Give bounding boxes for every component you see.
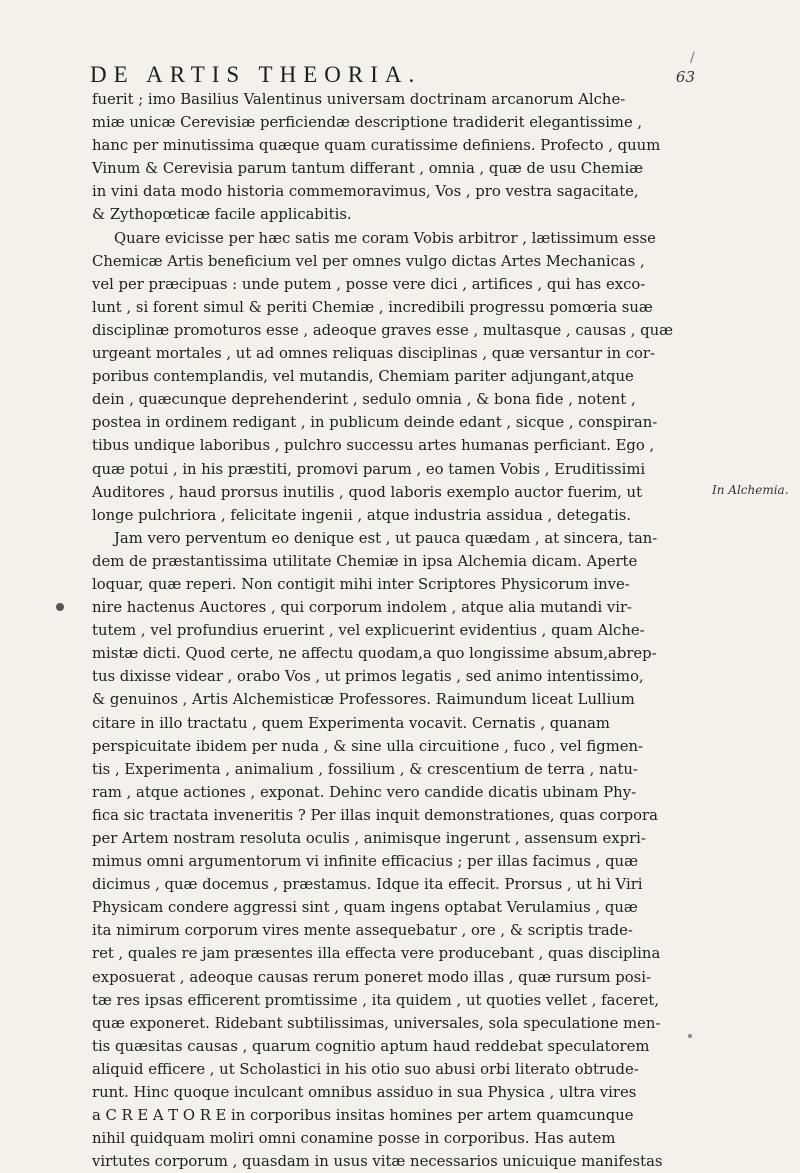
text-line: postea in ordinem redigant , in publicum deinde edant , sicque , conspiran- xyxy=(92,414,658,432)
text-line: fica sic tractata inveneritis ? Per illas inquit demonstrationes, quas corpora xyxy=(92,806,658,824)
text-line: lunt , si forent simul & periti Chemiæ , incredibili progressu pomœria suæ xyxy=(92,298,653,316)
text-line: citare in illo tractatu , quem Experimenta vocavit. Cernatis , quanam xyxy=(92,714,610,732)
margin-note: In Alchemia. xyxy=(712,483,789,497)
text-line: virtutes corporum , quasdam in usus vitæ necessarios unicuique manifestas xyxy=(92,1153,663,1171)
corner-mark: / xyxy=(690,50,695,66)
text-line: Vinum & Cerevisia parum tantum differant , omnia , quæ de usu Chemiæ xyxy=(92,160,644,178)
text-line: ita nimirum corporum vires mente assequebatur , ore , & scriptis trade- xyxy=(92,922,633,940)
running-head: DE ARTIS THEORIA. xyxy=(90,62,422,87)
text-line: Jam vero perventum eo denique est , ut pauca quædam , at sincera, tan- xyxy=(114,529,658,547)
text-line: Auditores , haud prorsus inutilis , quod laboris exemplo auctor fuerim, ut xyxy=(92,483,643,501)
text-line: quæ exponeret. Ridebant subtilissimas, universales, sola speculatione men- xyxy=(92,1014,661,1032)
text-line: & Zythopœticæ facile applicabitis. xyxy=(92,206,352,224)
text-line: Physicam condere aggressi sint , quam ingens optabat Verulamius , quæ xyxy=(92,899,638,917)
text-line: tutem , vel profundius eruerint , vel explicuerint evidentius , quam Alche- xyxy=(92,622,645,640)
text-line: tus dixisse videar , orabo Vos , ut primos legatis , sed animo intentissimo, xyxy=(92,668,644,686)
text-line: poribus contemplandis, vel mutandis, Chemiam pariter adjungant,atque xyxy=(92,368,634,386)
ink-speck xyxy=(688,1034,692,1038)
text-line: in vini data modo historia commemoravimus, Vos , pro vestra sagacitate, xyxy=(92,183,639,201)
text-line: mimus omni argumentorum vi infinite efficacius ; per illas facimus , quæ xyxy=(92,853,638,871)
text-line: perspicuitate ibidem per nuda , & sine ulla circuitione , fuco , vel figmen- xyxy=(92,737,644,755)
text-line: mistæ dicti. Quod certe, ne affectu quodam,a quo longissime absum,abrep- xyxy=(92,645,657,663)
text-line: tæ res ipsas efficerent promtissime , ita quidem , ut quoties vellet , faceret, xyxy=(92,991,659,1009)
text-line: Quare evicisse per hæc satis me coram Vobis arbitror , lætissimum esse xyxy=(114,229,656,247)
body-text xyxy=(92,88,702,1173)
text-line: dein , quæcunque deprehenderint , sedulo omnia , & bona fide , notent , xyxy=(92,391,636,409)
text-line: aliquid efficere , ut Scholastici in his otio suo abusi orbi literato obtrude- xyxy=(92,1060,639,1078)
text-line: miæ unicæ Cerevisiæ perficiendæ descriptione tradiderit elegantissime , xyxy=(92,114,643,132)
text-line: & genuinos , Artis Alchemisticæ Professores. Raimundum liceat Lullium xyxy=(92,691,635,709)
text-line: nihil quidquam moliri omni conamine posse in corporibus. Has autem xyxy=(92,1130,616,1148)
text-line: nire hactenus Auctores , qui corporum indolem , atque alia mutandi vir- xyxy=(92,599,633,617)
text-line: dem de præstantissima utilitate Chemiæ in ipsa Alchemia dicam. Aperte xyxy=(92,552,638,570)
text-line: tibus undique laboribus , pulchro successu artes humanas perficiant. Ego , xyxy=(92,437,655,455)
text-line: tis quæsitas causas , quarum cognitio aptum haud reddebat speculatorem xyxy=(92,1037,650,1055)
text-line: disciplinæ promoturos esse , adeoque graves esse , multasque , causas , quæ xyxy=(92,321,674,339)
text-line: urgeant mortales , ut ad omnes reliquas disciplinas , quæ versantur in cor- xyxy=(92,345,655,363)
text-line: longe pulchriora , felicitate ingenii , atque industria assidua , detegatis. xyxy=(92,506,632,524)
text-line: vel per præcipuas : unde putem , posse vere dici , artifices , qui has exco- xyxy=(92,275,646,293)
text-line: runt. Hinc quoque inculcant omnibus assiduo in sua Physica , ultra vires xyxy=(92,1084,637,1102)
page-header xyxy=(90,62,695,88)
text-line: a C R E A T O R E in corporibus insitas homines per artem quamcunque xyxy=(92,1107,634,1125)
text-line: dicimus , quæ docemus , præstamus. Idque ita effecit. Prorsus , ut hi Viri xyxy=(92,876,643,894)
text-line: fuerit ; imo Basilius Valentinus universam doctrinam arcanorum Alche- xyxy=(92,91,626,108)
text-line: per Artem nostram resoluta oculis , animisque ingerunt , assensum expri- xyxy=(92,830,646,847)
text-line: quæ potui , in his præstiti, promovi parum , eo tamen Vobis , Eruditissimi xyxy=(92,460,646,478)
page-number: 63 xyxy=(675,68,695,86)
text-line: ret , quales re jam præsentes illa effecta vere producebant , quas disciplina xyxy=(92,945,661,963)
text-line: Chemicæ Artis beneficium vel per omnes vulgo dictas Artes Mechanicas , xyxy=(92,252,645,270)
text-line: exposuerat , adeoque causas rerum poneret modo illas , quæ rursum posi- xyxy=(92,968,652,986)
text-line: hanc per minutissima quæque quam curatissime definiens. Profecto , quum xyxy=(92,137,661,155)
text-line: ram , atque actiones , exponat. Dehinc vero candide dicatis ubinam Phy- xyxy=(92,783,637,801)
text-line: tis , Experimenta , animalium , fossilium , & crescentium de terra , natu- xyxy=(92,760,638,778)
text-line: loquar, quæ reperi. Non contigit mihi inter Scriptores Physicorum inve- xyxy=(92,575,630,593)
ink-dot xyxy=(56,603,64,611)
